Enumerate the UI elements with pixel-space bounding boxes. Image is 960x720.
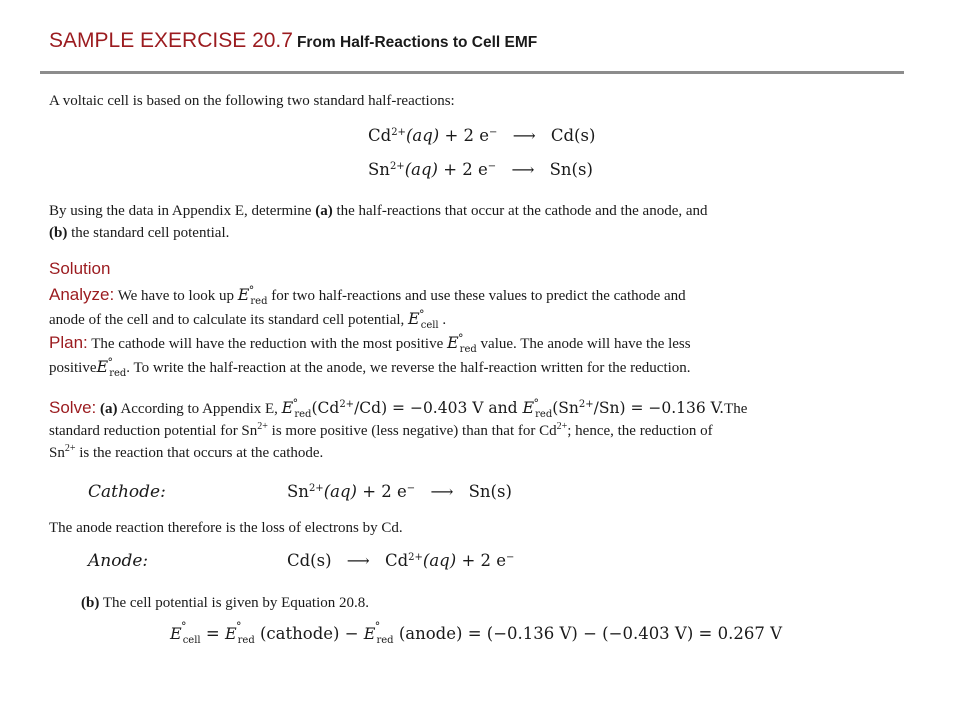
cathode-reaction: $Sn^{2+}(aq) + 2$ e− ⟶ Sn(s) bbox=[287, 482, 512, 501]
question-line-1: By using the data in Appendix E, determine (a) the half-reactions that occur at the cathode and the anode, and bbox=[49, 203, 708, 219]
anode-text: The anode reaction therefore is the loss of electrons by Cd. bbox=[49, 520, 403, 536]
e-cell-symbol: E ° $_{cell}$ bbox=[408, 308, 439, 331]
half-reaction-sn: $Sn^{2+}(aq) + 2$ e− ⟶ Sn(s) bbox=[368, 160, 593, 179]
anode-reaction: Cd(s) ⟶ $Cd^{2+}(aq) + 2$ e− bbox=[287, 551, 515, 570]
standard-potentials: E ° $_{red}(Cd^{2+}/Cd) = -0.403$ V and E ° $_{red}(Sn^{2+}/Sn) = -0.136$ V. bbox=[281, 397, 725, 420]
title-divider bbox=[40, 71, 904, 74]
plan-line-2: positiveE ° $_{red}$. To write the half-reaction at the anode, we reverse the half-reaction written for the reduction. bbox=[49, 356, 691, 379]
plan-line-1: Plan: The cathode will have the reduction with the most positive E ° $_{red}$ value. The anode will have the less bbox=[49, 332, 691, 355]
solve-line-2: standard reduction potential for $Sn^{2+}$ is more positive (less negative) than that for $Cd^{2+}$; hence, the reduction of bbox=[49, 421, 713, 439]
e-red-symbol: E ° $_{red}$ bbox=[237, 284, 268, 307]
analyze-line-1: Analyze: We have to look up E ° $_{red}$ for two half-reactions and use these values to predict the cathode and bbox=[49, 284, 686, 307]
half-reaction-cd: $Cd^{2+}(aq) + 2$ e− ⟶ Cd(s) bbox=[368, 126, 596, 145]
analyze-label: Analyze: bbox=[49, 285, 115, 304]
part-b-text: (b) The cell potential is given by Equation 20.8. bbox=[81, 595, 370, 611]
cell-potential-equation: E ° $_{cell}$ = E ° $_{red}$ (cathode) − E ° $_{red}$ (anode) = (−0.136 V) − (−0.403 V) = 0.267 V bbox=[170, 620, 782, 646]
solve-label: Solve: bbox=[49, 398, 97, 417]
title-main: SAMPLE EXERCISE 20.7 bbox=[49, 29, 293, 52]
solution-heading: Solution bbox=[49, 259, 111, 278]
plan-label: Plan: bbox=[49, 333, 88, 352]
question-line-2: (b) the standard cell potential. bbox=[49, 225, 230, 241]
intro-text: A voltaic cell is based on the following two standard half-reactions: bbox=[49, 93, 455, 109]
cathode-label: Cathode: bbox=[88, 482, 166, 502]
reaction-arrow-icon: ⟶ bbox=[430, 482, 454, 501]
e-red-symbol: E ° $_{red}$ bbox=[446, 332, 477, 355]
page-title bbox=[49, 29, 537, 53]
solve-line-1: Solve: (a) According to Appendix E, E ° $_{red}(Cd^{2+}/Cd) = -0.403$ V and E ° $_{red}(Sn^{2+}/Sn) = -0.136$ V.The bbox=[49, 397, 748, 420]
e-red-symbol: E ° $_{red}$ bbox=[96, 356, 127, 379]
anode-label: Anode: bbox=[88, 551, 149, 571]
reaction-arrow-icon: ⟶ bbox=[346, 551, 370, 570]
title-sub: From Half-Reactions to Cell EMF bbox=[296, 34, 538, 51]
analyze-line-2: anode of the cell and to calculate its standard cell potential, E ° $_{cell}$ . bbox=[49, 308, 447, 331]
reaction-arrow-icon: ⟶ bbox=[511, 160, 535, 179]
reaction-arrow-icon: ⟶ bbox=[512, 126, 536, 145]
solve-line-3: $Sn^{2+}$ is the reaction that occurs at the cathode. bbox=[49, 443, 324, 461]
